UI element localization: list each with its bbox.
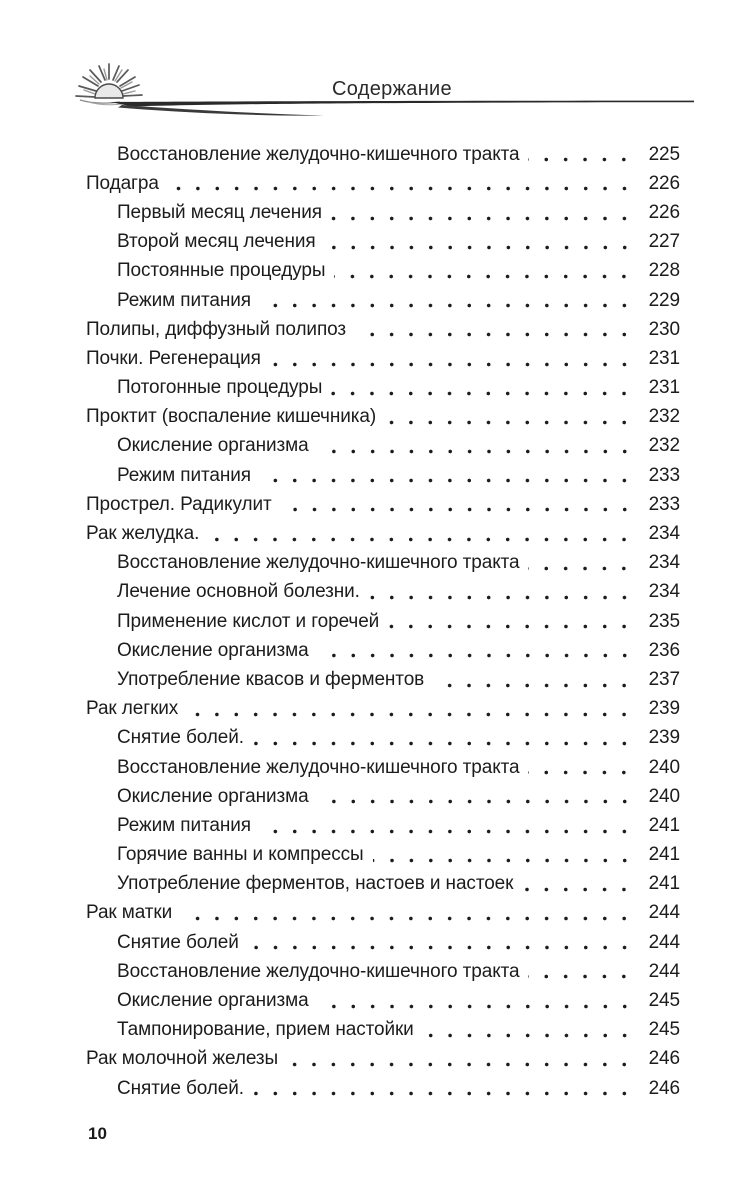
- dot-leader: [260, 811, 635, 840]
- dot-leader: [260, 286, 635, 315]
- toc-entry-label: Почки. Регенерация: [86, 347, 261, 369]
- dot-leader: [528, 957, 635, 986]
- dot-leader: [253, 724, 635, 753]
- dot-leader: [331, 198, 635, 227]
- dot-leader: [248, 928, 635, 957]
- toc-entry: [86, 198, 680, 227]
- toc-entry: [86, 607, 680, 636]
- toc-entry-page: 245: [648, 1019, 680, 1041]
- toc-entry-label: Постоянные процедуры: [117, 260, 326, 282]
- toc-entry-page: 246: [648, 1048, 680, 1070]
- toc-entry-label: Режим питания: [117, 289, 251, 311]
- toc-entry: [86, 957, 680, 986]
- toc-entry: [86, 432, 680, 461]
- toc-entry: [86, 695, 680, 724]
- dot-leader: [270, 344, 635, 373]
- toc-entry-label: Подагра: [86, 172, 159, 194]
- toc-entry-label: Восстановление желудочно-кишечного тракта: [117, 756, 520, 778]
- toc-entry: [86, 782, 680, 811]
- toc-entry-page: 234: [648, 523, 680, 545]
- dot-leader: [528, 140, 635, 169]
- dot-leader: [187, 695, 635, 724]
- dot-leader: [260, 461, 635, 490]
- toc-entry-label: Окисление организма: [117, 435, 309, 457]
- toc-entry: [86, 315, 680, 344]
- dot-leader: [168, 169, 635, 198]
- toc-entry-label: Горячие ванны и компрессы: [117, 844, 364, 866]
- dot-leader: [281, 490, 635, 519]
- toc-entry: [86, 490, 680, 519]
- toc-entry-label: Применение кислот и горечей: [117, 610, 380, 632]
- toc-entry-label: Первый месяц лечения: [117, 201, 322, 223]
- dot-leader: [369, 578, 635, 607]
- toc-entry-label: Лечение основной болезни.: [117, 581, 360, 603]
- dot-leader: [253, 1074, 635, 1103]
- toc-entry: [86, 1045, 680, 1074]
- toc-entry: [86, 344, 680, 373]
- toc-entry-page: 241: [648, 844, 680, 866]
- toc-entry-page: 244: [648, 960, 680, 982]
- toc-entry-label: Режим питания: [117, 464, 251, 486]
- toc-entry: [86, 1074, 680, 1103]
- toc-entry: [86, 461, 680, 490]
- toc-entry-page: 232: [648, 406, 680, 428]
- toc-entry-label: Восстановление желудочно-кишечного тракта: [117, 143, 520, 165]
- toc-entry: [86, 403, 680, 432]
- toc-entry-label: Окисление организма: [117, 785, 309, 807]
- toc-entry: [86, 811, 680, 840]
- toc-entry-page: 230: [648, 318, 680, 340]
- toc-entry-label: Окисление организма: [117, 990, 309, 1012]
- toc-entry-page: 226: [648, 172, 680, 194]
- dot-leader: [181, 899, 635, 928]
- dot-leader: [334, 257, 635, 286]
- dot-leader: [318, 432, 635, 461]
- toc-entry-page: 225: [648, 143, 680, 165]
- toc-entry-label: Рак легких: [86, 698, 179, 720]
- toc-entry-label: Режим питания: [117, 814, 251, 836]
- toc-entry: [86, 899, 680, 928]
- toc-entry-page: 226: [648, 201, 680, 223]
- toc-entry-label: Проктит (воспаление кишечника): [86, 406, 377, 428]
- toc-entry: [86, 140, 680, 169]
- dot-leader: [528, 753, 635, 782]
- dot-leader: [385, 403, 635, 432]
- toc-entry: [86, 169, 680, 198]
- toc-entry-page: 235: [648, 610, 680, 632]
- toc-entry-page: 244: [648, 931, 680, 953]
- toc-entry-label: Рак матки: [86, 902, 173, 924]
- dot-leader: [433, 665, 635, 694]
- toc-entry-page: 232: [648, 435, 680, 457]
- dot-leader: [318, 986, 635, 1015]
- toc-entry: [86, 519, 680, 548]
- toc-entry: [86, 841, 680, 870]
- toc-entry-label: Полипы, диффузный полипоз: [86, 318, 347, 340]
- toc-entry-page: 239: [648, 698, 680, 720]
- toc-entry-label: Употребление квасов и ферментов: [117, 668, 425, 690]
- toc-entry: [86, 549, 680, 578]
- dot-leader: [318, 636, 635, 665]
- toc-entry-page: 231: [648, 347, 680, 369]
- toc-entry: [86, 986, 680, 1015]
- toc-entry: [86, 636, 680, 665]
- toc-entry-label: Рак желудка.: [86, 523, 200, 545]
- toc-entry-page: 240: [648, 785, 680, 807]
- dot-leader: [325, 228, 635, 257]
- toc-entry: [86, 228, 680, 257]
- toc-entry-page: 231: [648, 377, 680, 399]
- toc-entry-page: 245: [648, 990, 680, 1012]
- toc-entry-page: 239: [648, 727, 680, 749]
- toc-entry-label: Снятие болей: [117, 931, 239, 953]
- toc-entry-page: 240: [648, 756, 680, 778]
- page-number: 10: [88, 1124, 107, 1143]
- dot-leader: [355, 315, 635, 344]
- toc-entry-label: Окисление организма: [117, 639, 309, 661]
- toc-entry-label: Восстановление желудочно-кишечного тракта: [117, 960, 520, 982]
- table-of-contents: [86, 140, 680, 1103]
- toc-entry-page: 234: [648, 581, 680, 603]
- dot-leader: [423, 1016, 635, 1045]
- toc-entry-page: 244: [648, 902, 680, 924]
- dot-leader: [373, 841, 635, 870]
- dot-leader: [528, 549, 635, 578]
- toc-entry-page: 233: [648, 493, 680, 515]
- page-title: Содержание: [332, 78, 452, 100]
- toc-entry-page: 237: [648, 668, 680, 690]
- toc-entry-label: Снятие болей.: [117, 727, 244, 749]
- toc-entry: [86, 257, 680, 286]
- toc-entry-label: Потогонные процедуры: [117, 377, 323, 399]
- toc-entry-label: Употребление ферментов, настоев и настоек: [117, 873, 514, 895]
- toc-entry: [86, 724, 680, 753]
- toc-entry: [86, 665, 680, 694]
- toc-entry: [86, 374, 680, 403]
- toc-entry-page: 234: [648, 552, 680, 574]
- dot-leader: [388, 607, 635, 636]
- toc-entry-page: 241: [648, 873, 680, 895]
- toc-entry-page: 228: [648, 260, 680, 282]
- toc-entry-label: Тампонирование, прием настойки: [117, 1019, 414, 1041]
- toc-entry-label: Рак молочной железы: [86, 1048, 279, 1070]
- toc-entry: [86, 286, 680, 315]
- dot-leader: [208, 519, 635, 548]
- dot-leader: [318, 782, 635, 811]
- toc-entry: [86, 753, 680, 782]
- toc-entry: [86, 1016, 680, 1045]
- toc-entry-page: 229: [648, 289, 680, 311]
- toc-entry-page: 236: [648, 639, 680, 661]
- dot-leader: [287, 1045, 635, 1074]
- toc-entry-page: 227: [648, 231, 680, 253]
- dot-leader: [522, 870, 635, 899]
- toc-entry: [86, 870, 680, 899]
- toc-entry: [86, 578, 680, 607]
- toc-entry-label: Прострел. Радикулит: [86, 493, 272, 515]
- toc-entry-page: 233: [648, 464, 680, 486]
- toc-entry: [86, 928, 680, 957]
- toc-entry-page: 246: [648, 1077, 680, 1099]
- toc-entry-label: Второй месяц лечения: [117, 231, 316, 253]
- toc-entry-label: Снятие болей.: [117, 1077, 244, 1099]
- toc-entry-label: Восстановление желудочно-кишечного тракта: [117, 552, 520, 574]
- dot-leader: [331, 374, 635, 403]
- toc-entry-page: 241: [648, 814, 680, 836]
